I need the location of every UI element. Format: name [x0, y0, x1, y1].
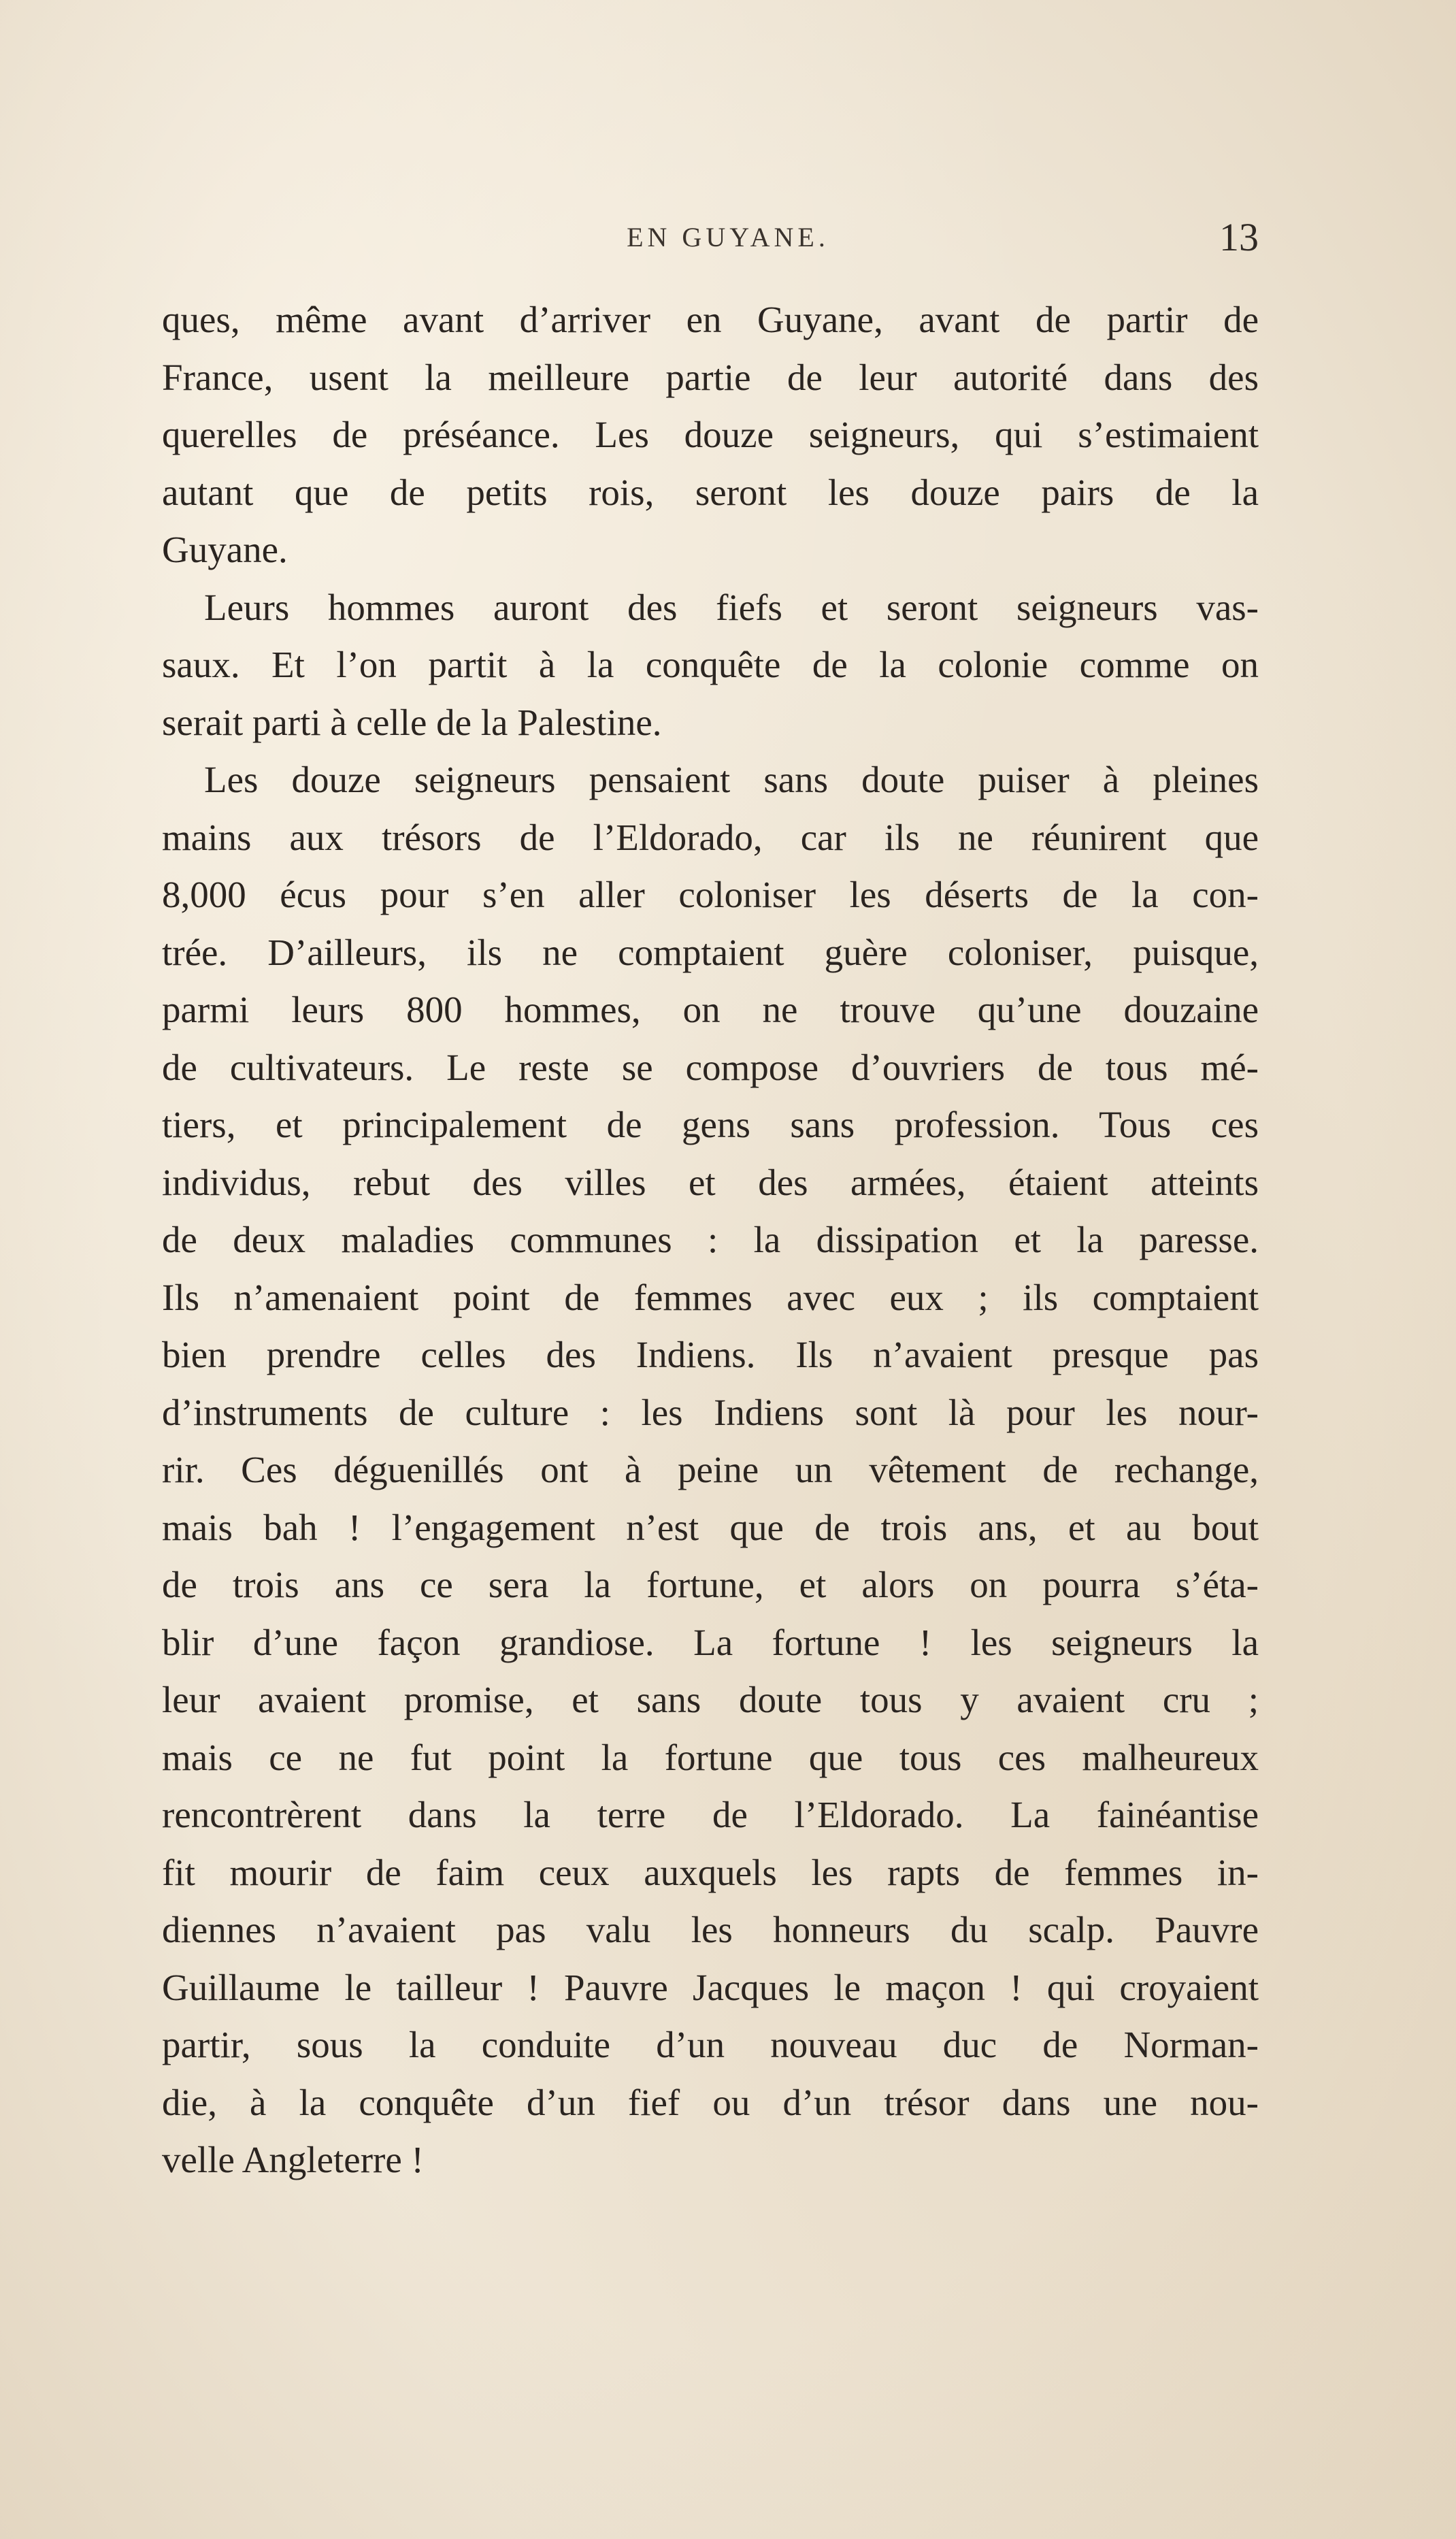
text-line: serait parti à celle de la Palestine.: [162, 701, 662, 743]
text-line: trée. D’ailleurs, ils ne comptaient guère coloniser, puisque,: [162, 931, 1259, 973]
text-line: rencontrèrent dans la terre de l’Eldorado. La fainéantise: [162, 1794, 1259, 1835]
text-line: individus, rebut des villes et des armées, étaient atteints: [162, 1161, 1259, 1203]
text-line: Guyane.: [162, 529, 288, 570]
text-line: die, à la conquête d’un fief ou d’un trésor dans une nou-: [162, 2081, 1259, 2123]
text-line: mains aux trésors de l’Eldorado, car ils ne réunirent que: [162, 816, 1259, 858]
text-line: saux. Et l’on partit à la conquête de la colonie comme on: [162, 644, 1259, 685]
text-line: de cultivateurs. Le reste se compose d’ouvriers de tous mé-: [162, 1046, 1259, 1088]
text-line: mais bah ! l’engagement n’est que de trois ans, et au bout: [162, 1506, 1259, 1548]
text-line: parmi leurs 800 hommes, on ne trouve qu’une douzaine: [162, 989, 1259, 1030]
text-line: velle Angleterre !: [162, 2139, 424, 2180]
text-line: Les douze seigneurs pensaient sans doute puiser à pleines: [204, 759, 1259, 800]
text-line: leur avaient promise, et sans doute tous y avaient cru ;: [162, 1679, 1259, 1720]
text-line: partir, sous la conduite d’un nouveau duc de Norman-: [162, 2024, 1259, 2065]
text-line: de deux maladies communes : la dissipation et la paresse.: [162, 1219, 1259, 1260]
text-line: diennes n’avaient pas valu les honneurs du scalp. Pauvre: [162, 1909, 1259, 1950]
page-number: 13: [1219, 215, 1259, 259]
text-line: rir. Ces déguenillés ont à peine un vêtement de rechange,: [162, 1449, 1259, 1490]
text-line: bien prendre celles des Indiens. Ils n’avaient presque pas: [162, 1334, 1259, 1375]
text-line: autant que de petits rois, seront les douze pairs de la: [162, 471, 1259, 513]
text-line: mais ce ne fut point la fortune que tous ces malheureux: [162, 1736, 1259, 1778]
text-line: Leurs hommes auront des fiefs et seront seigneurs vas-: [204, 586, 1259, 628]
text-line: d’instruments de culture : les Indiens sont là pour les nour-: [162, 1391, 1259, 1433]
text-line: ques, même avant d’arriver en Guyane, avant de partir de: [162, 299, 1259, 340]
body-text: [162, 291, 1259, 2189]
text-line: querelles de préséance. Les douze seigneurs, qui s’estimaient: [162, 414, 1259, 455]
text-line: fit mourir de faim ceux auxquels les rapts de femmes in-: [162, 1851, 1259, 1893]
text-line: tiers, et principalement de gens sans profession. Tous ces: [162, 1104, 1259, 1145]
text-line: 8,000 écus pour s’en aller coloniser les déserts de la con-: [162, 874, 1259, 915]
text-line: Guillaume le tailleur ! Pauvre Jacques le maçon ! qui croyaient: [162, 1966, 1259, 2008]
text-line: Ils n’amenaient point de femmes avec eux ; ils comptaient: [162, 1276, 1259, 1318]
text-line: de trois ans ce sera la fortune, et alors on pourra s’éta-: [162, 1564, 1259, 1605]
text-line: France, usent la meilleure partie de leur autorité dans des: [162, 356, 1259, 398]
running-title: EN GUYANE.: [627, 222, 829, 252]
running-head: [0, 214, 1456, 259]
text-line: blir d’une façon grandiose. La fortune ! les seigneurs la: [162, 1621, 1259, 1663]
